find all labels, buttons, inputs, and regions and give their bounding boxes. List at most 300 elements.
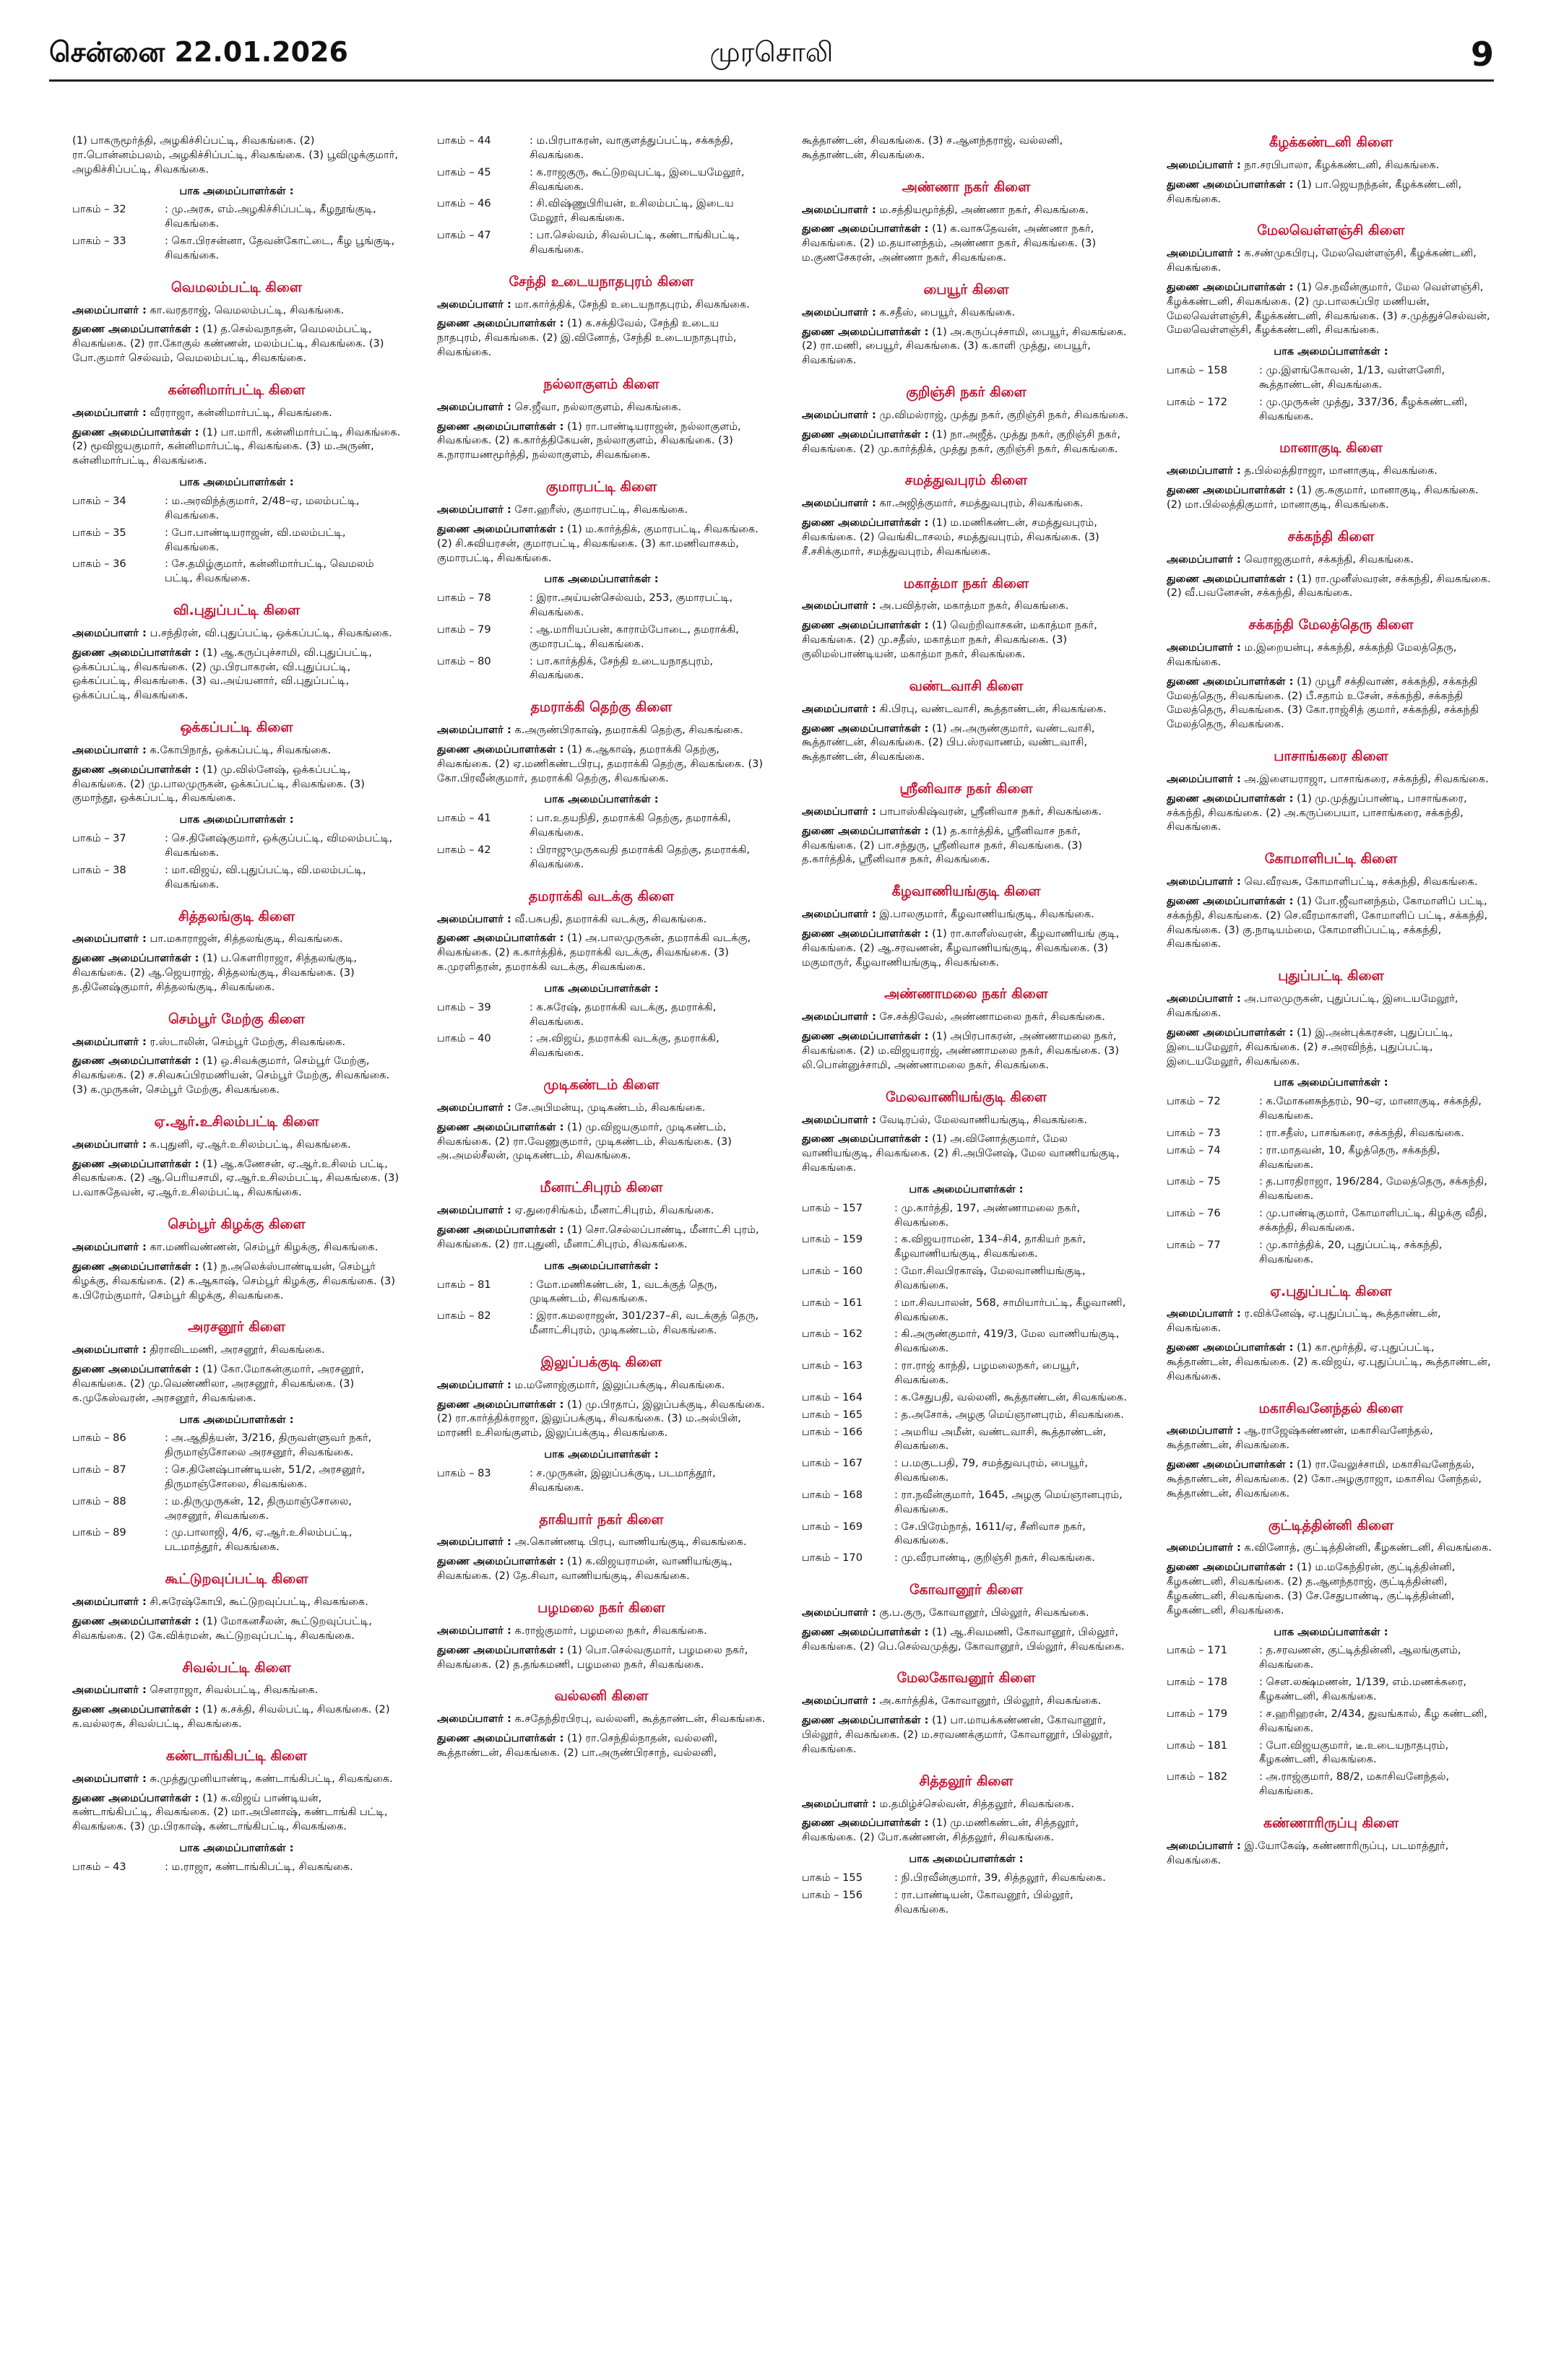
deputy-value: (1) மு.வில்னேஷ், ஒக்கப்பட்டி, சிவகங்கை. (2) மு.பாலமுருகன், ஒக்கப்பட்டி, சிவகங்கை. (3) குமாந்தூ, ஒக்கப்பட்டி, சிவகங்கை. xyxy=(72,763,365,805)
booth-number: பாகம் – 158 xyxy=(1167,364,1227,377)
branch-section xyxy=(72,1113,401,1200)
booth-row xyxy=(1167,1238,1495,1267)
booth-organizer: : ம.பிரபாகரன், வாகுளத்துப்பட்டி, சக்கந்தி, சிவகங்கை. xyxy=(530,134,734,161)
organizer-value: க.புதுனி, ஏ.ஆர்.உசிலம்பட்டி, சிவகங்கை. xyxy=(150,1138,351,1151)
deputy-value: (1) மு.பிரதாப், இலுப்பக்குடி, சிவகங்கை. (2) ரா.கார்த்திக்ராஜா, இலுப்பக்குடி, சிவகங்கை. (3) ம.அல்பின், மாரணி உசிலங்குளம், இலுப்பக்குடி, சிவகங்கை. xyxy=(437,1398,765,1440)
booth-row xyxy=(72,202,401,231)
branch-title: கீழக்கண்டனி கிளை xyxy=(1268,134,1393,150)
booth-organizer: : கொ.பிரசன்னா, தேவன்கோட்டை, கீழ பூங்குடி, சிவகங்கை. xyxy=(165,235,395,261)
organizer-value: க.அருண்பிரகாஷ், தமராக்கி தெற்கு, சிவகங்கை. xyxy=(514,724,743,737)
branch-section xyxy=(1167,528,1495,600)
branch-section xyxy=(1167,439,1495,511)
deputy-value: (1) பா.ஜெயநந்தன், கீழக்கண்டனி, சிவகங்கை. xyxy=(1167,178,1462,205)
organizer-value: வெராஜகுமார், சக்கந்தி, சிவகங்கை. xyxy=(1244,553,1414,566)
organizer-value: க.வினோத், குட்டித்தின்னி, கீழகண்டனி, சிவகங்கை. xyxy=(1244,1541,1492,1554)
organizer-value: க.சதீஸ், பையூர், சிவகங்கை. xyxy=(879,306,1016,319)
booth-organizer: : மு.இளங்கோவன், 1/13, வள்ளனேரி, கூத்தாண்டன், சிவகங்கை. xyxy=(1259,364,1445,391)
organizer-value: ர.விக்னேஷ், ஏ.புதுப்பட்டி, கூத்தாண்டன், சிவகங்கை. xyxy=(1167,1307,1441,1335)
organizer-value: வீ.பசுபதி, தமராக்கி வடக்கு, சிவகங்கை. xyxy=(514,912,707,925)
booth-organizer: : ம.ராஜா, கண்டாங்கிபட்டி, சிவகங்கை. xyxy=(165,1860,353,1873)
organizer-line xyxy=(802,702,1131,717)
deputy-value: (1) க.ஆகாஷ், தமராக்கி தெற்கு, சிவகங்கை. (2) ஏ.மணிகண்டபிரபு, தமராக்கி தெற்கு, சிவகங்கை. (3) கோ.பிரவீன்குமார், தமராக்கி தெற்கு, சிவகங்கை. xyxy=(437,743,764,784)
booth-number: பாகம் – 34 xyxy=(72,495,126,507)
booth-organizer: : இரா.கமலராஜன், 301/237–சி, வடக்குத் தெரு, மீனாட்சிபுரம், முடிகண்டம், சிவகங்கை. xyxy=(530,1310,759,1337)
branch-title: சமத்துவபுரம் கிளை xyxy=(904,472,1028,489)
booth-organizer: : போ.பாண்டியராஜன், வி.மலம்பட்டி, சிவகங்கை. xyxy=(165,526,346,553)
booth-organizer: : ரா.ராஜ் காந்தி, பழமலைநகர், பையூர், சிவகங்கை. xyxy=(894,1359,1080,1386)
organizer-line xyxy=(802,907,1131,922)
organizer-label: அமைப்பாளர் : xyxy=(437,298,511,311)
organizer-line xyxy=(72,1683,401,1697)
deputy-value: (1) அபிரபாகரன், அண்ணாமலை நகர், சிவகங்கை. (2) ம.விஜயராஜ், அண்ணாமலை நகர், சிவகங்கை. (3) லி.பொன்னுச்சாமி, அண்ணாமலை நகர், சிவகங்கை. xyxy=(802,1030,1120,1071)
branch-section xyxy=(72,908,401,995)
deputy-value: கூத்தாண்டன், சிவகங்கை. (3) ச.ஆனந்தராஜ், வல்லனி, கூத்தாண்டன், சிவகங்கை. xyxy=(802,134,1063,161)
booth-organizers-heading: பாக அமைப்பாளர்கள் : xyxy=(179,1413,294,1426)
booth-row xyxy=(1167,1739,1495,1767)
deputy-value: (1) ரா.செந்தில்நாதன், வல்லனி, கூத்தாண்டன், சிவகங்கை. (2) பா.அருண்பிரசாந், வல்லனி, xyxy=(437,1732,718,1759)
organizer-value: சு.முத்துமுனியாண்டி, கண்டாங்கிபட்டி, சிவகங்கை. xyxy=(150,1772,393,1785)
organizer-value: ம.இறையன்பு, சக்கந்தி, சக்கந்தி மேலத்தெரு, சிவகங்கை. xyxy=(1167,641,1457,668)
deputy-organizers-line xyxy=(72,1614,401,1643)
deputy-label: துணை அமைப்பாளர்கள் : xyxy=(1167,572,1294,585)
booth-number: பாகம் – 40 xyxy=(437,1032,491,1045)
branch-section xyxy=(437,134,766,257)
booth-row xyxy=(72,1860,401,1874)
organizer-value: க.சதேந்திரபிரபு, வல்லனி, கூத்தாண்டன், சிவகங்கை. xyxy=(514,1713,766,1726)
organizer-value: ம.மனோஜ்குமார், இலுப்பக்குடி, சிவகங்கை. xyxy=(514,1378,725,1391)
branch-title: அண்ணா நகர் கிளை xyxy=(902,178,1031,195)
deputy-organizers-line xyxy=(72,763,401,806)
deputy-organizers-line xyxy=(437,522,766,566)
organizer-label: அமைப்பாளர் : xyxy=(437,1713,511,1726)
booth-number: பாகம் – 156 xyxy=(802,1888,863,1901)
organizer-label: அமைப்பாளர் : xyxy=(802,908,876,921)
deputy-label: துணை அமைப்பாளர்கள் : xyxy=(802,325,929,338)
deputy-label: துணை அமைப்பாளர்கள் : xyxy=(437,1398,564,1411)
deputy-organizers-line xyxy=(437,1398,766,1441)
branch-section xyxy=(72,1318,401,1554)
booth-row xyxy=(72,1494,401,1523)
branch-title: வண்டவாசி கிளை xyxy=(909,678,1024,694)
organizer-label: அமைப்பாளர் : xyxy=(802,203,876,216)
branch-title: ஸ்ரீனிவாச நகர் கிளை xyxy=(899,781,1033,797)
organizer-label: அமைப்பாளர் : xyxy=(72,1343,147,1356)
branch-section xyxy=(802,883,1131,969)
branch-section xyxy=(437,888,766,1060)
organizer-label: அமைப்பாளர் : xyxy=(802,805,876,818)
deputy-label: துணை அமைப்பாளர்கள் : xyxy=(437,1120,564,1133)
deputy-organizers-line xyxy=(802,428,1131,456)
deputy-label: துணை அமைப்பாளர்கள் : xyxy=(72,1055,199,1068)
booth-number: பாகம் – 32 xyxy=(72,203,126,216)
deputy-value: (1) ம.கார்த்திக், குமாரபட்டி, சிவகங்கை. (2) சி.சுவியரசன், குமாரபட்டி, சிவகங்கை. (3) கா.மணிவாசகம், குமாரபட்டி, சிவகங்கை. xyxy=(437,522,758,564)
booth-number: பாகம் – 37 xyxy=(72,832,126,845)
organizer-line xyxy=(802,805,1131,819)
organizer-label: அமைப்பாளர் : xyxy=(72,1138,147,1151)
booth-row xyxy=(802,1408,1131,1422)
deputy-value: (1) மு.முத்துப்பாண்டி, பாசாங்கரை, சக்கந்தி, சிவகங்கை. (2) அ.கருப்பையா, பாசாங்கரை, சக்கந்தி, சிவகங்கை. xyxy=(1167,792,1467,834)
organizer-label: அமைப்பாளர் : xyxy=(437,400,511,413)
booth-row xyxy=(802,1888,1131,1917)
organizer-label: அமைப்பாளர் : xyxy=(1167,875,1241,888)
booth-number: பாகம் – 76 xyxy=(1167,1207,1221,1220)
deputy-organizers-line xyxy=(72,1157,401,1200)
branch-title: வல்லனி கிளை xyxy=(554,1688,649,1705)
organizer-line xyxy=(437,298,766,312)
deputy-value: (1) ஆ.கருப்புச்சாமி, வி.புதுப்பட்டி, ஒக்கப்பட்டி, சிவகங்கை. (2) மு.பிரபாகரன், வி.புதுப்பட்டி, ஒக்கப்பட்டி, சிவகங்கை. (3) வ.அய்யனார், வி.புதுப்பட்டி, ஒக்கப்பட்டி, சிவகங்கை. xyxy=(72,646,372,702)
organizer-label: அமைப்பாளர் : xyxy=(802,1113,876,1126)
deputy-organizers-line xyxy=(1167,280,1495,337)
organizer-value: மு.விமல்ராஜ், முத்து நகர், குறிஞ்சி நகர், சிவகங்கை. xyxy=(879,408,1129,421)
organizer-label: அமைப்பாளர் : xyxy=(802,306,876,319)
booth-number: பாகம் – 80 xyxy=(437,654,491,667)
column-1 xyxy=(72,134,401,2351)
booth-organizer: : பிராஜுமுருகவதி தமராக்கி தெற்கு, தமராக்கி, சிவகங்கை. xyxy=(530,844,751,870)
deputy-label: துணை அமைப்பாளர்கள் : xyxy=(802,1030,929,1043)
branch-title: ஏ.புதுப்பட்டி கிளை xyxy=(1270,1283,1392,1299)
booth-number: பாகம் – 81 xyxy=(437,1278,491,1291)
deputy-value: (1) அ.வினோத்குமார், மேல வாணியங்குடி, சிவகங்கை. (2) சி.அபினேஷ், மேல வாணியங்குடி, சிவகங்கை. xyxy=(802,1133,1120,1174)
deputy-value: (1) அ.அருண்குமார், வண்டவாசி, கூத்தாண்டன், சிவகங்கை. (2) பிப.ஸ்ரவாணம், வண்டவாசி, கூத்தாண்டன், சிவகங்கை. xyxy=(802,722,1095,763)
deputy-value: (1) கோ.மோகன்குமார், அரசனூர், சிவகங்கை. (2) மு.வெண்ணிலா, அரசனூர், சிவகங்கை. (3) க.முகேஸ்வரன், அரசனூர், சிவகங்கை. xyxy=(72,1363,364,1404)
organizer-label: அமைப்பாளர் : xyxy=(72,406,147,419)
booth-organizer: : மு.பாண்டிகுமார், கோமாளிபட்டி, கிழக்கு வீதி, சக்கந்தி, சிவகங்கை. xyxy=(1259,1207,1487,1234)
branch-section xyxy=(72,1659,401,1731)
deputy-label: துணை அமைப்பாளர்கள் : xyxy=(437,317,564,330)
organizer-label: அமைப்பாளர் : xyxy=(1167,553,1241,566)
booth-row xyxy=(72,557,401,586)
branch-title: கீழவாணியங்குடி கிளை xyxy=(891,883,1041,900)
deputy-value: (1) ந.அலெக்ஸ்பாண்டியன், செம்பூர் கிழக்கு, சிவகங்கை. (2) க.ஆகாஷ், செம்பூர் கிழக்கு, சிவகங்கை. (3) க.பிரேம்குமார், செம்பூர் கிழக்கு, சிவகங்கை. xyxy=(72,1260,396,1302)
deputy-organizers-line xyxy=(437,1643,766,1672)
organizer-value: க.ராஜ்குமார், பழமலை நகர், சிவகங்கை. xyxy=(514,1624,707,1637)
booth-organizer: : அமரிய அமீன், வண்டவாசி, கூத்தாண்டன், சிவகங்கை. xyxy=(894,1425,1107,1453)
deputy-value: (1) பா.மாரி, கன்னிமார்பட்டி, சிவகங்கை. (2) மூவிஜயகுமார், கன்னிமார்பட்டி, சிவகங்கை. (3) ம.அருண், கன்னிமார்பட்டி, சிவகங்கை. xyxy=(72,425,401,467)
deputy-label: துணை அமைப்பாளர்கள் : xyxy=(1167,280,1294,293)
booth-row xyxy=(72,1526,401,1554)
deputy-label: துணை அமைப்பாளர்கள் : xyxy=(802,1625,929,1638)
organizer-line xyxy=(72,1343,401,1357)
organizer-line xyxy=(437,1378,766,1393)
booth-row xyxy=(1167,1643,1495,1672)
booth-organizers-heading: பாக அமைப்பாளர்கள் : xyxy=(1274,1076,1388,1089)
booth-organizer: : இரா.அய்யன்செல்வம், 253, குமாரபட்டி, சிவகங்கை. xyxy=(530,592,733,619)
booth-number: பாகம் – 166 xyxy=(802,1425,863,1438)
booth-row xyxy=(437,843,766,872)
booth-organizers-heading: பாக அமைப்பாளர்கள் : xyxy=(544,793,659,806)
organizer-value: வெ.வீரவசு, கோமாளிபட்டி, சக்கந்தி, சிவகங்கை. xyxy=(1244,875,1478,888)
organizer-label: அமைப்பாளர் : xyxy=(802,1011,876,1024)
organizer-value: சி.சுரேஷ்கோபி, கூட்டுறவுப்பட்டி, சிவகங்கை. xyxy=(150,1595,368,1608)
deputy-label: துணை அமைப்பாளர்கள் : xyxy=(1167,1458,1294,1471)
booth-number: பாகம் – 39 xyxy=(437,1000,491,1013)
deputy-label: துணை அமைப்பாளர்கள் : xyxy=(72,1791,199,1804)
booth-row xyxy=(1167,1126,1495,1141)
booth-number: பாகம் – 38 xyxy=(72,863,126,876)
booth-number: பாகம் – 74 xyxy=(1167,1143,1221,1156)
booth-row xyxy=(802,1488,1131,1517)
organizer-value: கா.வரதராஜ், வெமலம்பட்டி, சிவகங்கை. xyxy=(150,303,345,316)
branch-section xyxy=(802,384,1131,456)
organizer-label: அமைப்பாளர் : xyxy=(437,1101,511,1114)
organizer-label: அமைப்பாளர் : xyxy=(72,303,147,316)
deputy-label: துணை அமைப்பாளர்கள் : xyxy=(72,646,199,659)
branch-section xyxy=(1167,616,1495,732)
branch-title: கூட்டுறவுப்பட்டி கிளை xyxy=(165,1571,308,1588)
booth-number: பாகம் – 78 xyxy=(437,592,491,605)
booth-row xyxy=(802,1327,1131,1356)
deputy-organizers-line xyxy=(802,1132,1131,1175)
branch-section xyxy=(802,985,1131,1072)
branch-section xyxy=(437,1687,766,1760)
branch-title: குட்டித்தின்னி கிளை xyxy=(1268,1517,1394,1533)
booth-organizers-heading: பாக அமைப்பாளர்கள் : xyxy=(909,1853,1024,1866)
booth-number: பாகம் – 171 xyxy=(1167,1644,1227,1657)
organizer-label: அமைப்பாளர் : xyxy=(72,1772,147,1785)
booth-row xyxy=(72,526,401,555)
deputy-label: துணை அமைப்பாளர்கள் : xyxy=(1167,1341,1294,1354)
booth-row xyxy=(437,1278,766,1307)
column-2 xyxy=(437,134,766,2351)
deputy-organizers-line xyxy=(72,1702,401,1731)
booth-organizers-heading: பாக அமைப்பாளர்கள் : xyxy=(1274,345,1388,358)
organizer-value: கா.அஜித்குமார், சமத்துவபுரம், சிவகங்கை. xyxy=(879,497,1084,510)
booth-organizers-heading: பாக அமைப்பாளர்கள் : xyxy=(179,184,294,197)
booth-organizer: : ம.திருமுருகன், 12, திருமாஞ்சோலை, அரசனூர், சிவகங்கை. xyxy=(165,1494,352,1522)
booth-number: பாகம் – 89 xyxy=(72,1526,126,1539)
organizer-value: இ.பாலகுமார், கீழவாணியங்குடி, சிவகங்கை. xyxy=(879,908,1094,921)
organizer-line xyxy=(72,1595,401,1609)
booth-row xyxy=(1167,1770,1495,1799)
deputy-label: துணை அமைப்பாளர்கள் : xyxy=(1167,894,1294,907)
booth-organizer: : க.சேதுபதி, வல்லனி, கூத்தாண்டன், சிவகங்கை. xyxy=(894,1390,1127,1403)
organizer-label: அமைப்பாளர் : xyxy=(802,1695,876,1708)
organizer-line xyxy=(437,1624,766,1638)
booth-row xyxy=(437,1031,766,1060)
deputy-label: துணை அமைப்பாளர்கள் : xyxy=(1167,1026,1294,1039)
branch-section xyxy=(437,1076,766,1163)
deputy-value: (1) க.சக்தி, சிவல்பட்டி, சிவகங்கை. (2) க.வல்லரசு, சிவல்பட்டி, சிவகங்கை. xyxy=(72,1703,390,1731)
organizer-label: அமைப்பாளர் : xyxy=(802,702,876,715)
branch-section xyxy=(1167,222,1495,423)
branch-section xyxy=(802,1089,1131,1565)
deputy-value: (1) க.விஜயராமன், வாணியங்குடி, சிவகங்கை. (2) தே.சிவா, வாணியங்குடி, சிவகங்கை. xyxy=(437,1555,732,1583)
deputy-label: துணை அமைப்பாளர்கள் : xyxy=(802,1714,929,1727)
organizer-value: ஏ.துரைசிங்கம், மீனாட்சிபுரம், சிவகங்கை. xyxy=(514,1204,714,1217)
organizer-value: அ.கொண்ணடி பிரபு, வாணியங்குடி, சிவகங்கை. xyxy=(514,1536,747,1549)
booth-number: பாகம் – 161 xyxy=(802,1296,863,1309)
branch-section xyxy=(437,273,766,360)
branch-section xyxy=(72,381,401,586)
booth-organizer: : நி.பிரவீன்குமார், 39, சித்தலூர், சிவகங்கை. xyxy=(894,1871,1106,1884)
deputy-organizers-line xyxy=(437,1120,766,1164)
booth-organizer: : ரா.நவீன்குமார், 1645, அழகு மெய்ஞானபுரம், சிவகங்கை. xyxy=(894,1488,1123,1515)
booth-number: பாகம் – 87 xyxy=(72,1463,126,1476)
deputy-organizers-line xyxy=(72,951,401,995)
booth-organizer: : ஆ.மாரியப்பன், காராம்போடை, தமராக்கி, குமாரபட்டி, சிவகங்கை. xyxy=(530,623,739,650)
branch-title: பையூர் கிளை xyxy=(923,281,1009,298)
deputy-organizers-line xyxy=(437,420,766,463)
organizer-label: அமைப்பாளர் : xyxy=(72,1684,147,1697)
organizer-line xyxy=(802,1694,1131,1708)
deputy-organizers-line xyxy=(1167,675,1495,732)
deputy-label: துணை அமைப்பாளர்கள் : xyxy=(1167,484,1294,497)
branch-section xyxy=(1167,850,1495,951)
branch-title: நல்லாகுளம் கிளை xyxy=(543,376,660,392)
branch-title: சக்கந்தி கிளை xyxy=(1287,528,1375,545)
organizer-line xyxy=(72,1240,401,1255)
deputy-value: (1) அ.கருப்புச்சாமி, பையூர், சிவகங்கை. (2) ரா.மணி, பையூர், சிவகங்கை. (3) க.காளி முத்து, பையூர், சிவகங்கை. xyxy=(802,325,1127,367)
deputy-label: துணை அமைப்பாளர்கள் : xyxy=(72,1703,199,1716)
deputy-label: துணை அமைப்பாளர்கள் : xyxy=(437,1555,564,1568)
organizer-line xyxy=(802,408,1131,423)
column-4 xyxy=(1167,134,1495,2351)
branch-title: சித்தலங்குடி கிளை xyxy=(178,908,295,925)
booth-row xyxy=(437,591,766,620)
booth-organizer: : மு.முருகன் முத்து, 337/36, கீழக்கண்டனி, சிவகங்கை. xyxy=(1259,395,1468,423)
booth-organizer: : சே.தமிழ்குமார், கன்னிமார்பட்டி, வெமலம் பட்டி, சிவகங்கை. xyxy=(165,558,374,585)
organizer-label: அமைப்பாளர் : xyxy=(72,626,147,639)
deputy-organizers-line xyxy=(802,134,1131,163)
organizer-label: அமைப்பாளர் : xyxy=(72,932,147,945)
deputy-label: துணை அமைப்பாளர்கள் : xyxy=(437,1732,564,1745)
organizer-label: அமைப்பாளர் : xyxy=(1167,1307,1241,1320)
branch-section xyxy=(72,279,401,365)
booth-row xyxy=(1167,1675,1495,1704)
booth-number: பாகம் – 33 xyxy=(72,235,126,248)
booth-organizer: : ச.ஹரிஹரன், 2/434, துவங்கால், கீழ கண்டனி, சிவகங்கை. xyxy=(1259,1707,1487,1734)
organizer-value: க.சண்முகபிரபு, மேலவெள்ளஞ்சி, கீழக்கண்டனி, சிவகங்கை. xyxy=(1167,247,1477,274)
organizer-line xyxy=(72,406,401,420)
booth-organizer: : க.மோகனசுந்தரம், 90–ஏ, மானாகுடி, சக்கந்தி, சிவகங்கை. xyxy=(1259,1095,1482,1122)
booth-row xyxy=(1167,1143,1495,1172)
branch-title: குறிஞ்சி நகர் கிளை xyxy=(906,384,1026,401)
deputy-label: துணை அமைப்பாளர்கள் : xyxy=(802,516,929,529)
branch-section xyxy=(802,281,1131,368)
deputy-organizers-line xyxy=(802,1029,1131,1073)
deputy-value: (1) க.சக்திவேல், சேந்தி உடைய நாதபுரம், சிவகங்கை. (2) இ.வினோத், சேந்தி உடையநாதபுரம், சிவகங்கை. xyxy=(437,317,737,359)
branch-section xyxy=(72,719,401,891)
booth-row xyxy=(802,1390,1131,1405)
organizer-label: அமைப்பாளர் : xyxy=(72,1240,147,1253)
organizer-value: அ.பவித்ரன், மகாத்மா நகர், சிவகங்கை. xyxy=(879,600,1069,613)
organizer-line xyxy=(1167,1307,1495,1336)
branch-title: ஏ.ஆர்.உசிலம்பட்டி கிளை xyxy=(154,1113,319,1130)
organizer-value: ம.சத்தியமூர்த்தி, அண்ணா நகர், சிவகங்கை. xyxy=(879,203,1089,216)
organizer-line xyxy=(1167,772,1495,787)
organizer-label: அமைப்பாளர் : xyxy=(437,724,511,737)
branch-title: கண்ணாரிருப்பு கிளை xyxy=(1263,1814,1399,1831)
header-date: சென்னை 22.01.2026 xyxy=(49,36,348,68)
booth-number: பாகம் – 181 xyxy=(1167,1739,1227,1752)
branch-title: பாசாங்கரை கிளை xyxy=(1274,748,1388,765)
deputy-value: (1) முபூரீ சக்திவாண், சக்கந்தி, சக்கந்தி மேலத்தெரு, சிவகங்கை. (2) பீ.சதாம் உசேன், சக்கந்தி, சக்கந்தி மேலத்தெரு, சிவகங்கை. (3) கோ.ராஜ்சித் குமார், சக்கந்தி, சக்கந்தி மேலத்தெரு, சிவகங்கை. xyxy=(1167,675,1479,731)
deputy-value: (1) ஆ.சிவமணி, கோவானூர், பில்லூர், சிவகங்கை. (2) பெ.செல்வமுத்து, கோவானூர், பில்லூர், சிவகங்கை. xyxy=(802,1625,1125,1653)
booth-number: பாகம் – 169 xyxy=(802,1520,863,1533)
branch-title: கோவானூர் கிளை xyxy=(909,1582,1024,1598)
organizer-line xyxy=(437,503,766,517)
booth-number: பாகம் – 172 xyxy=(1167,395,1227,408)
booth-number: பாகம் – 72 xyxy=(1167,1095,1221,1108)
branch-title: செம்பூர் கிழக்கு கிளை xyxy=(168,1216,306,1233)
booth-organizer: : மு.பாலாஜி, 4/6, ஏ.ஆர்.உசிலம்பட்டி, படமாத்தூர், சிவகங்கை. xyxy=(165,1526,353,1554)
booth-number: பாகம் – 43 xyxy=(72,1860,126,1873)
booth-number: பாகம் – 167 xyxy=(802,1457,863,1470)
organizer-label: அமைப்பாளர் : xyxy=(437,1204,511,1217)
deputy-label: துணை அமைப்பாளர்கள் : xyxy=(72,1260,199,1273)
booth-organizers-heading: பாக அமைப்பாளர்கள் : xyxy=(179,476,294,489)
booth-organizer: : மு.அரசு, எம்.அழகிச்சிப்பட்டி, கீழநூங்குடி, சிவகங்கை. xyxy=(165,203,376,230)
branch-section xyxy=(437,1511,766,1583)
deputy-organizers-line xyxy=(802,722,1131,765)
booth-row xyxy=(1167,363,1495,392)
deputy-label: துணை அமைப்பாளர்கள் : xyxy=(72,1614,199,1627)
organizer-label: அமைப்பாளர் : xyxy=(72,1035,147,1048)
booth-row xyxy=(437,811,766,840)
branch-section xyxy=(1167,1814,1495,1868)
branch-title: மகாசிவனேந்தல் கிளை xyxy=(1258,1400,1404,1416)
organizer-line xyxy=(802,1797,1131,1812)
branch-section xyxy=(802,178,1131,265)
branch-title: மேலவெள்ளஞ்சி கிளை xyxy=(1257,222,1405,239)
branch-title: மேலகோவனூர் கிளை xyxy=(896,1670,1036,1687)
booth-organizer: : த.பாரதிராஜா, 196/284, மேலத்தெரு, சக்கந்தி, சிவகங்கை. xyxy=(1259,1175,1487,1203)
deputy-label: துணை அமைப்பாளர்கள் : xyxy=(437,1643,564,1656)
organizer-value: அ.இளையராஜா, பாசாங்கரை, சக்கந்தி, சிவகங்கை. xyxy=(1244,772,1489,785)
page-header xyxy=(49,29,1494,82)
booth-organizer: : ரா.சதீஸ், பாசங்கரை, சக்கந்தி, சிவகங்கை. xyxy=(1259,1126,1464,1139)
deputy-value: (1) நா.அஜீத், முத்து நகர், குறிஞ்சி நகர், சிவகங்கை. (2) மு.கார்த்திக், முத்து நகர், குறிஞ்சி நகர், சிவகங்கை. xyxy=(802,428,1120,455)
branch-title: சிவல்பட்டி கிளை xyxy=(182,1659,291,1676)
deputy-organizers-line xyxy=(1167,1341,1495,1384)
booth-number: பாகம் – 45 xyxy=(437,165,491,178)
booth-organizer: : பா.செல்வம், சிவல்பட்டி, கண்டாங்கிபட்டி, சிவகங்கை. xyxy=(530,229,740,256)
booth-number: பாகம் – 88 xyxy=(72,1494,126,1507)
deputy-label: துணை அமைப்பாளர்கள் : xyxy=(437,420,564,433)
booth-organizer: : சி.விஷ்ணுபிரியன், உசிலம்பட்டி, இடைய மேலூர், சிவகங்கை. xyxy=(530,197,734,225)
deputy-value: (1) ரா.முனீஸ்வரன், சக்கந்தி, சிவகங்கை. (2) வீ.பவனேசன், சக்கந்தி, சிவகங்கை. xyxy=(1167,572,1491,600)
deputy-value: (1) ம.மகேந்திரன், குட்டித்தின்னி, கீழகண்டனி, சிவகங்கை. (2) த.ஆனந்தராஜ், குட்டித்தின்னி, கீழகண்டனி, சிவகங்கை. (3) சே.சேதுபாண்டி, குட்டித்தின்னி, கீழகண்டனி, சிவகங்கை. xyxy=(1167,1561,1456,1617)
organizer-label: அமைப்பாளர் : xyxy=(1167,641,1241,654)
organizer-line xyxy=(802,1113,1131,1128)
deputy-label: துணை அமைப்பாளர்கள் : xyxy=(437,743,564,756)
deputy-value: (1) த.செல்வநாதன், வெமலம்பட்டி, சிவகங்கை. (2) ரா.கோகுல் கண்ணன், மலம்பட்டி, சிவகங்கை. (3) போ.குமார் செல்வம், வெமலம்பட்டி, சிவகங்கை. xyxy=(72,323,384,365)
branch-title: தமராக்கி வடக்கு கிளை xyxy=(528,888,675,904)
branch-section xyxy=(72,134,401,263)
branch-section xyxy=(1167,1400,1495,1501)
branch-title: இலுப்பக்குடி கிளை xyxy=(540,1354,662,1370)
booth-organizer: : மோ.மணிகண்டன், 1, வடக்குத் தெரு, முடிகண்டம், சிவகங்கை. xyxy=(530,1278,717,1305)
deputy-value: (1) பொ.செல்வகுமார், பழமலை நகர், சிவகங்கை. (2) த.தங்கமணி, பழமலை நகர், சிவகங்கை. xyxy=(437,1643,748,1671)
branch-title: கன்னிமார்பட்டி கிளை xyxy=(168,381,306,398)
booth-number: பாகம் – 157 xyxy=(802,1201,863,1214)
deputy-label: துணை அமைப்பாளர்கள் : xyxy=(72,763,199,776)
organizer-label: அமைப்பாளர் : xyxy=(437,503,511,516)
booth-number: பாகம் – 83 xyxy=(437,1466,491,1479)
organizer-line xyxy=(437,400,766,415)
organizer-line xyxy=(802,599,1131,613)
organizer-line xyxy=(1167,1424,1495,1453)
booth-organizer: : த.அசோக், அழகு மெய்ஞானபுரம், சிவகங்கை. xyxy=(894,1408,1124,1421)
deputy-organizers-line xyxy=(437,1223,766,1252)
organizer-value: அ.கார்த்திக், கோவானூர், பில்லூர், சிவகங்கை. xyxy=(879,1695,1102,1708)
deputy-organizers-line xyxy=(1167,1026,1495,1069)
organizer-line xyxy=(437,1203,766,1218)
branch-section xyxy=(437,376,766,462)
booth-row xyxy=(437,134,766,163)
deputy-value: (1) ம.மணிகண்டன், சமத்துவபுரம், சிவகங்கை. (2) வெங்கிடாசலம், சமத்துவபுரம், சிவகங்கை. (3) சீ.சசிக்குமார், சமத்துவபுரம், சிவகங்கை. xyxy=(802,516,1099,558)
booth-row xyxy=(437,1309,766,1338)
